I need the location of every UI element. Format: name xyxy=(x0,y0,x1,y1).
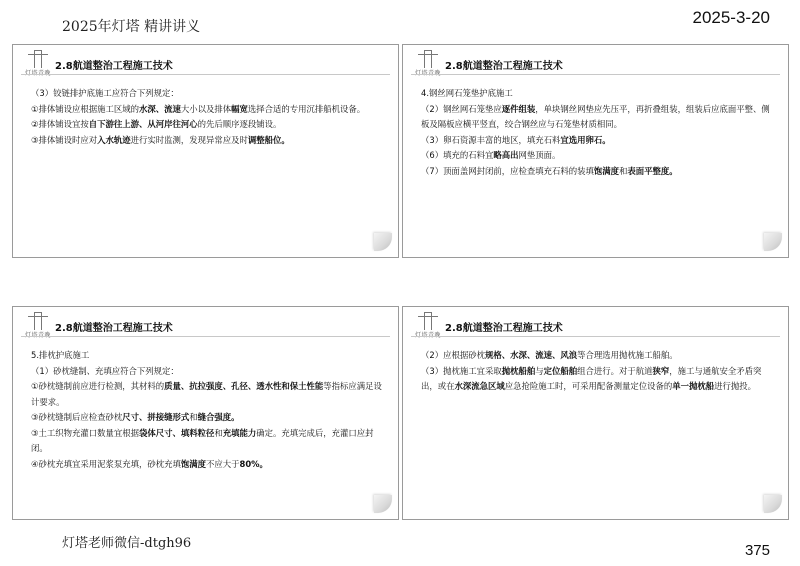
slide-text-line xyxy=(31,117,386,133)
text-run: 等指标应满足设计要求。 xyxy=(31,381,382,407)
text-run: 等合理选用抛枕施工船舶。 xyxy=(577,350,678,360)
text-run: ①砂枕缝制前应进行检测，其材料的 xyxy=(31,381,165,391)
text-run: （2）应根据砂枕 xyxy=(421,350,485,360)
text-run: 与 xyxy=(535,365,544,376)
text-run: ，单块钢丝网垫应先压平，再折叠组装，组装后应底面平整、侧板及隔板应横平竖直，绞合钢丝应与石笼垫材质相同。 xyxy=(421,103,770,129)
slide-body xyxy=(421,348,776,395)
text-run: 和 xyxy=(618,165,628,176)
text-run: 5.排枕护底施工 xyxy=(31,350,90,360)
text-run: 进行实时监测，发现异常应及时 xyxy=(130,134,248,145)
logo-text xyxy=(411,330,445,339)
logo-text xyxy=(21,330,55,339)
text-run: （3）铰链排护底施工应符合下列规定： xyxy=(31,88,179,98)
slide-body xyxy=(421,86,776,179)
text-run: ④砂枕充填宜采用泥浆泵充填，砂枕充填 xyxy=(31,458,181,469)
slide-text-line xyxy=(421,164,776,180)
text-run: ③排体铺设时应对 xyxy=(31,134,98,145)
text-run: 组合进行。对于航道 xyxy=(577,365,653,376)
text-run: 和 xyxy=(214,427,223,438)
logo-text xyxy=(411,68,445,77)
slide-text-line xyxy=(31,102,386,118)
text-run: 不应大于 xyxy=(206,458,240,469)
slide-text-line xyxy=(31,410,386,426)
text-run: （6）填充的石料宜 xyxy=(421,150,494,160)
document-header-title: 2025年灯塔 精讲讲义 xyxy=(62,19,201,35)
title-divider xyxy=(21,336,390,337)
slide-1 xyxy=(12,44,399,258)
slide-text-line xyxy=(31,364,386,380)
text-run: 4.钢丝网石笼垫护底施工 xyxy=(421,88,513,98)
slide-text-line xyxy=(31,348,386,364)
slide-text-line xyxy=(31,133,386,149)
footer-contact: 灯塔老师微信-dtgh96 xyxy=(62,536,192,551)
emphasis-text: 饱满度 xyxy=(180,458,207,469)
text-run: 选择合适的专用沉排船机设备。 xyxy=(247,103,366,114)
emphasis-text: 逐件组装 xyxy=(501,103,536,114)
emphasis-text: 单一抛枕船 xyxy=(672,381,715,391)
slide-3 xyxy=(12,306,399,520)
slide-title: 2.8航道整治工程施工技术 xyxy=(55,323,173,334)
emphasis-text: 缝合强度。 xyxy=(197,412,240,422)
slide-text-line xyxy=(421,133,776,149)
slide-title: 2.8航道整治工程施工技术 xyxy=(55,61,173,72)
title-divider xyxy=(21,74,390,75)
document-date: 2025-3-20 xyxy=(692,8,770,27)
emphasis-text: 调整船位。 xyxy=(247,134,290,145)
emphasis-text: 表面平整度。 xyxy=(627,165,678,176)
text-run: （2）钢丝网石笼垫应 xyxy=(421,103,502,114)
page-curl-icon xyxy=(762,493,788,519)
text-run: 和 xyxy=(189,412,198,422)
slide-text-line xyxy=(421,148,776,164)
text-run: 的先后顺序逐段铺设。 xyxy=(197,119,282,129)
slide-2 xyxy=(402,44,789,258)
page-number: 375 xyxy=(744,542,770,559)
slide-text-line xyxy=(421,364,776,395)
emphasis-text: 水深、流速 xyxy=(139,103,181,114)
text-run: ①排体铺设应根据施工区域的 xyxy=(31,103,140,114)
text-run: （1）砂枕缝制、充填应符合下列规定： xyxy=(31,365,179,376)
text-run: ②排体铺设宜按 xyxy=(31,119,89,129)
emphasis-text: 袋体尺寸、填料粒径 xyxy=(139,427,215,438)
slide-title: 2.8航道整治工程施工技术 xyxy=(445,61,563,72)
text-run: 进行抛投。 xyxy=(714,381,756,391)
text-run: ③土工织物充灌口数量宜根据 xyxy=(31,427,140,438)
lighthouse-logo-icon xyxy=(21,48,55,80)
text-run: ，施工与通航安全矛盾突出，或在 xyxy=(421,365,762,391)
emphasis-text: 质量、抗拉强度、孔径、透水性和保土性能 xyxy=(164,381,324,391)
emphasis-text: 80%。 xyxy=(239,458,268,469)
emphasis-text: 规格、水深、流速、风浪 xyxy=(484,350,578,360)
page-curl-icon xyxy=(372,231,398,257)
text-run: （3）卵石资源丰富的地区，填充石料 xyxy=(421,134,561,145)
emphasis-text: 充填能力 xyxy=(222,427,257,438)
text-run: （7）顶面盖网封闭前，应检查填充石料的装填 xyxy=(421,165,594,176)
emphasis-text: 略高出 xyxy=(493,150,519,160)
emphasis-text: 宜选用卵石。 xyxy=(560,134,611,145)
slide-text-line xyxy=(31,426,386,457)
text-run: 应急抢险施工时，可采用配备测量定位设备的 xyxy=(504,381,673,391)
emphasis-text: 饱满度 xyxy=(593,165,619,176)
emphasis-text: 尺寸、拼接缝形式 xyxy=(122,412,190,422)
slide-body xyxy=(31,348,386,472)
slide-4 xyxy=(402,306,789,520)
title-divider xyxy=(411,74,780,75)
slide-body xyxy=(31,86,386,148)
text-run: （3）抛枕施工宜采取 xyxy=(421,365,502,376)
slide-title: 2.8航道整治工程施工技术 xyxy=(445,323,563,334)
emphasis-text: 水深流急区域 xyxy=(454,381,505,391)
text-run: 大小以及排体 xyxy=(180,103,232,114)
page-curl-icon xyxy=(762,231,788,257)
slide-text-line xyxy=(421,102,776,133)
slide-text-line xyxy=(421,86,776,102)
slide-text-line xyxy=(421,348,776,364)
emphasis-text: 定位船舶 xyxy=(543,365,578,376)
lighthouse-logo-icon xyxy=(21,310,55,342)
slide-text-line xyxy=(31,86,386,102)
emphasis-text: 抛枕船舶 xyxy=(501,365,536,376)
page-curl-icon xyxy=(372,493,398,519)
emphasis-text: 幅宽 xyxy=(231,103,248,114)
emphasis-text: 狭窄 xyxy=(652,365,670,376)
logo-text xyxy=(21,68,55,77)
text-run: 确定。充填完成后，充灌口应封闭。 xyxy=(31,427,374,453)
emphasis-text: 入水轨迹 xyxy=(97,134,131,145)
slide-text-line xyxy=(31,457,386,473)
lighthouse-logo-icon xyxy=(411,48,445,80)
title-divider xyxy=(411,336,780,337)
text-run: 网垫顶面。 xyxy=(518,150,561,160)
emphasis-text: 自下游往上游、从河岸往河心 xyxy=(88,119,198,129)
text-run: ③砂枕缝制后应检查砂枕 xyxy=(31,412,123,422)
slide-text-line xyxy=(31,379,386,410)
lighthouse-logo-icon xyxy=(411,310,445,342)
